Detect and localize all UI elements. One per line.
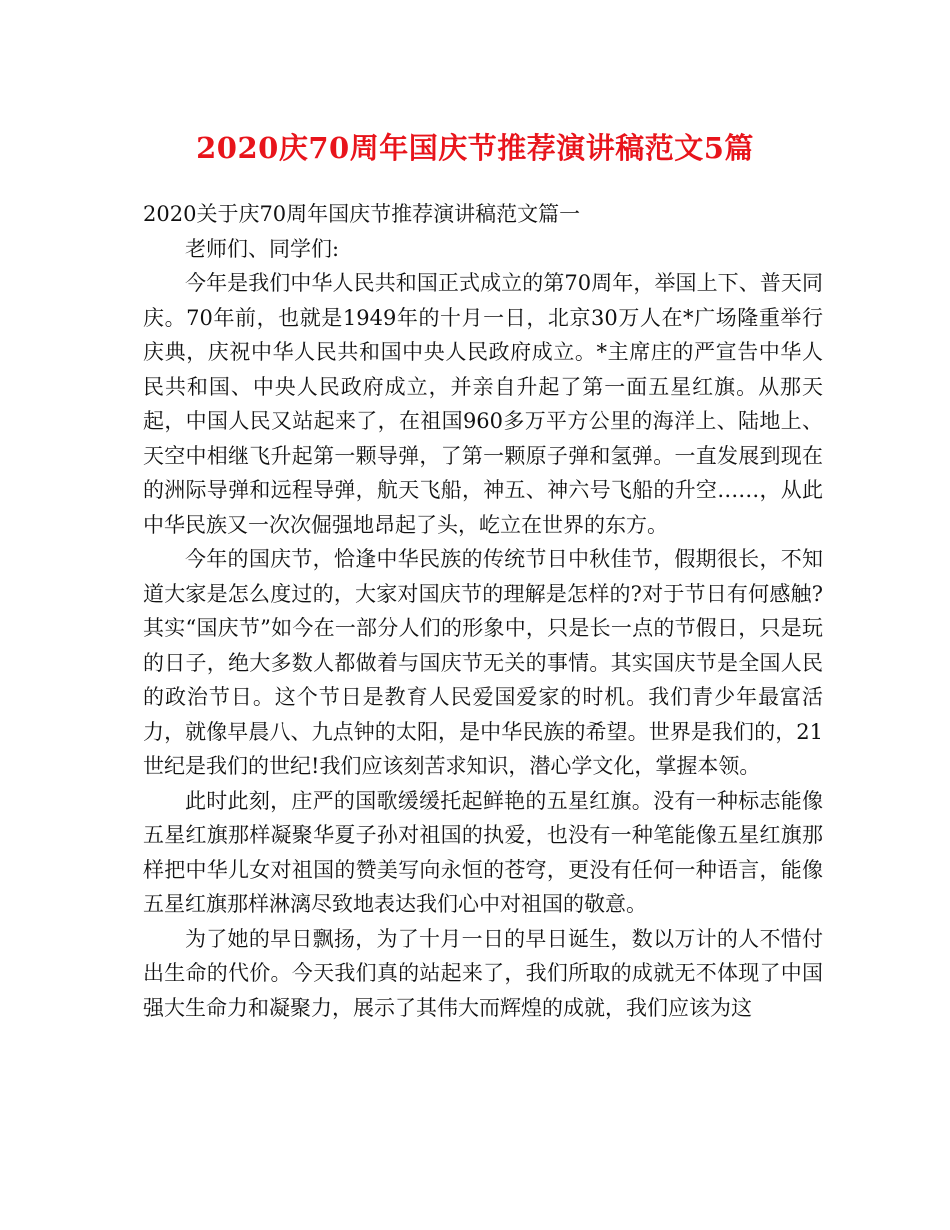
body-paragraph: 此时此刻，庄严的国歌缓缓托起鲜艳的五星红旗。没有一种标志能像五星红旗那样凝聚华夏子孙对祖国的执爱，也没有一种笔能像五星红旗那样把中华儿女对祖国的赞美写向永恒的苍穹，更没有任何一种语言，能像五星红旗那样淋漓尽致地表达我们心中对祖国的敬意。 [143, 788, 823, 916]
section-heading: 2020关于庆70周年国庆节推荐演讲稿范文篇一 [143, 202, 581, 226]
document-title: 2020庆70周年国庆节推荐演讲稿范文5篇 [196, 131, 754, 165]
body-paragraph: 今年的国庆节，恰逢中华民族的传统节日中秋佳节，假期很长，不知道大家是怎么度过的，大家对国庆节的理解是怎样的?对于节日有何感触?其实“国庆节”如今在一部分人们的形象中，只是长一点的节假日，只是玩的日子，绝大多数人都做着与国庆节无关的事情。其实国庆节是全国人民的政治节日。这个节日是教育人民爱国爱家的时机。我们青少年最富活力，就像早晨八、九点钟的太阳，是中华民族的希望。世界是我们的，21世纪是我们的世纪!我们应该刻苦求知识，潜心学文化，掌握本领。 [143, 547, 823, 778]
salutation-paragraph: 老师们、同学们: [185, 236, 340, 261]
document-body [143, 197, 823, 1025]
body-paragraph: 为了她的早日飘扬，为了十月一日的早日诞生，数以万计的人不惜付出生命的代价。今天我们真的站起来了，我们所取的成就无不体现了中国强大生命力和凝聚力，展示了其伟大而辉煌的成就，我们应该为这 [143, 926, 823, 1020]
body-paragraph: 今年是我们中华人民共和国正式成立的第70周年，举国上下、普天同庆。70年前，也就是1949年的十月一日，北京30万人在*广场隆重举行庆典，庆祝中华人民共和国中央人民政府成立。*主席庄的严宣告中华人民共和国、中央人民政府成立，并亲自升起了第一面五星红旗。从那天起，中国人民又站起来了，在祖国960多万平方公里的海洋上、陆地上、天空中相继飞升起第一颗导弹，了第一颗原子弹和氢弹。一直发展到现在的洲际导弹和远程导弹，航天飞船，神五、神六号飞船的升空……，从此中华民族又一次次倔强地昂起了头，屹立在世界的东方。 [143, 271, 823, 537]
